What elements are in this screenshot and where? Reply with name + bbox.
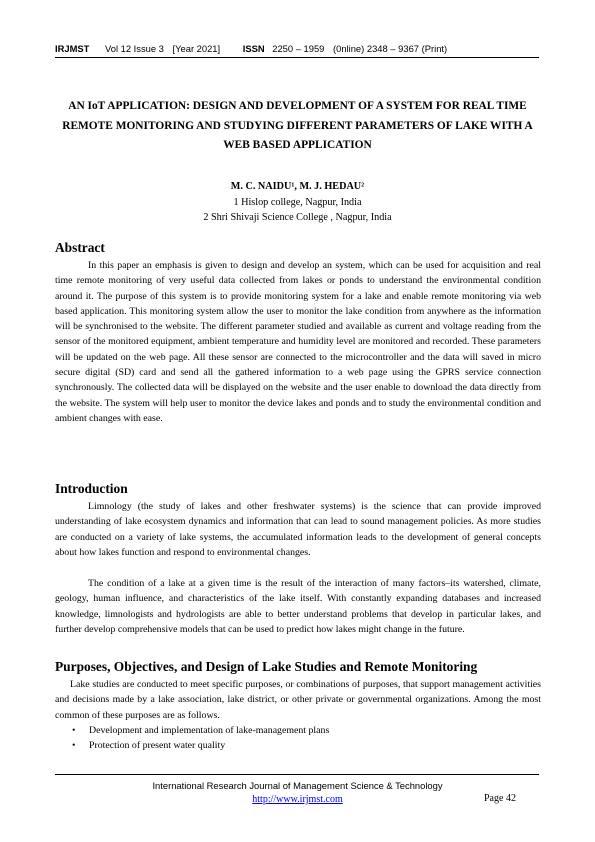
purposes-paragraph: Lake studies are conducted to meet specific purposes, or combinations of purposes, that support management activities and decisions made by a lake association, lake district, or other private or governmental organizations. Among the most common of these purposes are as follows. xyxy=(55,679,541,721)
abstract-heading: Abstract xyxy=(55,240,105,255)
list-item-text: Development and implementation of lake-management plans xyxy=(89,725,330,736)
footer-url-link[interactable]: http://www.irjmst.com xyxy=(252,794,343,805)
page-number: Page 42 xyxy=(484,793,516,804)
abstract-text: In this paper an emphasis is given to design and develop an system, which can be used for acquisition and real time remote monitoring of very useful data collected from lakes or ponds to understand the environmental condition around it. The purpose of this system is to provide monitoring system for a lake and enable remote monitoring via web based application. This monitoring system allow the user to monitor the lake condition from anywhere as the information will be synchronised to the website. The different parameter studied and available as current and voltage reading from the sensor of the monitored equipment, ambient temperature and humidity level are monitored and recorded. These parameters will be updated on the web page. All these sensor are connected to the microcontroller and the data will saved in micro secure digital (SD) card and send all the gathered information to a web page using the GPRS service connection synchronously. The collected data will be displayed on the website and the user enable to download the data directly from the website. The system will help user to monitor the device lakes and ponds and to study the environmental condition and ambient changes with ease. xyxy=(55,260,541,424)
issn-label: ISSN xyxy=(242,43,265,54)
issn-number: 2250 – 1959 xyxy=(272,43,325,54)
footer-rule xyxy=(55,774,539,775)
bullet-icon: • xyxy=(72,740,76,752)
introduction-paragraph-2: The condition of a lake at a given time is the result of the interaction of many factors–its watershed, climate, geology, human influence, and characteristics of the lake itself. With constantly expanding databases and increased knowledge, limnologists and hydrologists are able to better understand problems that develop in particular lakes, and further develop comprehensive models that can be used to predict how lakes might change in the future. xyxy=(55,578,541,635)
running-header xyxy=(55,43,447,54)
purposes-heading: Purposes, Objectives, and Design of Lake Studies and Remote Monitoring xyxy=(55,659,478,674)
bullet-icon: • xyxy=(72,725,76,736)
affiliation-1: 1 Hislop college, Nagpur, India xyxy=(233,196,362,208)
introduction-paragraph-1: Limnology (the study of lakes and other freshwater systems) is the science that can provide improved understanding of lake ecosystem dynamics and information that can lead to sound management policies. As more studies are conducted on a variety of lake systems, the accumulated information leads to the development of general concepts about how lakes function and respond to environmental changes. xyxy=(55,501,541,558)
journal-abbrev: IRJMST xyxy=(55,43,90,54)
introduction-heading: Introduction xyxy=(55,481,128,496)
journal-year: [Year 2021] xyxy=(172,43,221,54)
list-item-text: Protection of present water quality xyxy=(89,740,226,752)
list-item xyxy=(55,723,541,738)
purposes-bullet-list xyxy=(55,723,541,754)
author-names: M. C. NAIDU¹, M. J. HEDAU² xyxy=(230,181,365,192)
issn-online-print: (0nline) 2348 – 9367 (Print) xyxy=(333,43,448,54)
affiliation-2: 2 Shri Shivaji Science College , Nagpur, India xyxy=(203,212,392,223)
paper-title: AN IoT APPLICATION: DESIGN AND DEVELOPMENT OF A SYSTEM FOR REAL TIME REMOTE MONITORING AND STUDYING DIFFERENT PARAMETERS OF LAKE WITH A WEB BASED APPLICATION xyxy=(62,100,533,151)
header-rule xyxy=(55,57,539,58)
list-item xyxy=(55,738,541,753)
journal-volume: Vol 12 Issue 3 xyxy=(105,43,164,54)
author-block xyxy=(0,179,595,226)
footer-journal-name: International Research Journal of Management Science & Technology xyxy=(152,780,443,791)
